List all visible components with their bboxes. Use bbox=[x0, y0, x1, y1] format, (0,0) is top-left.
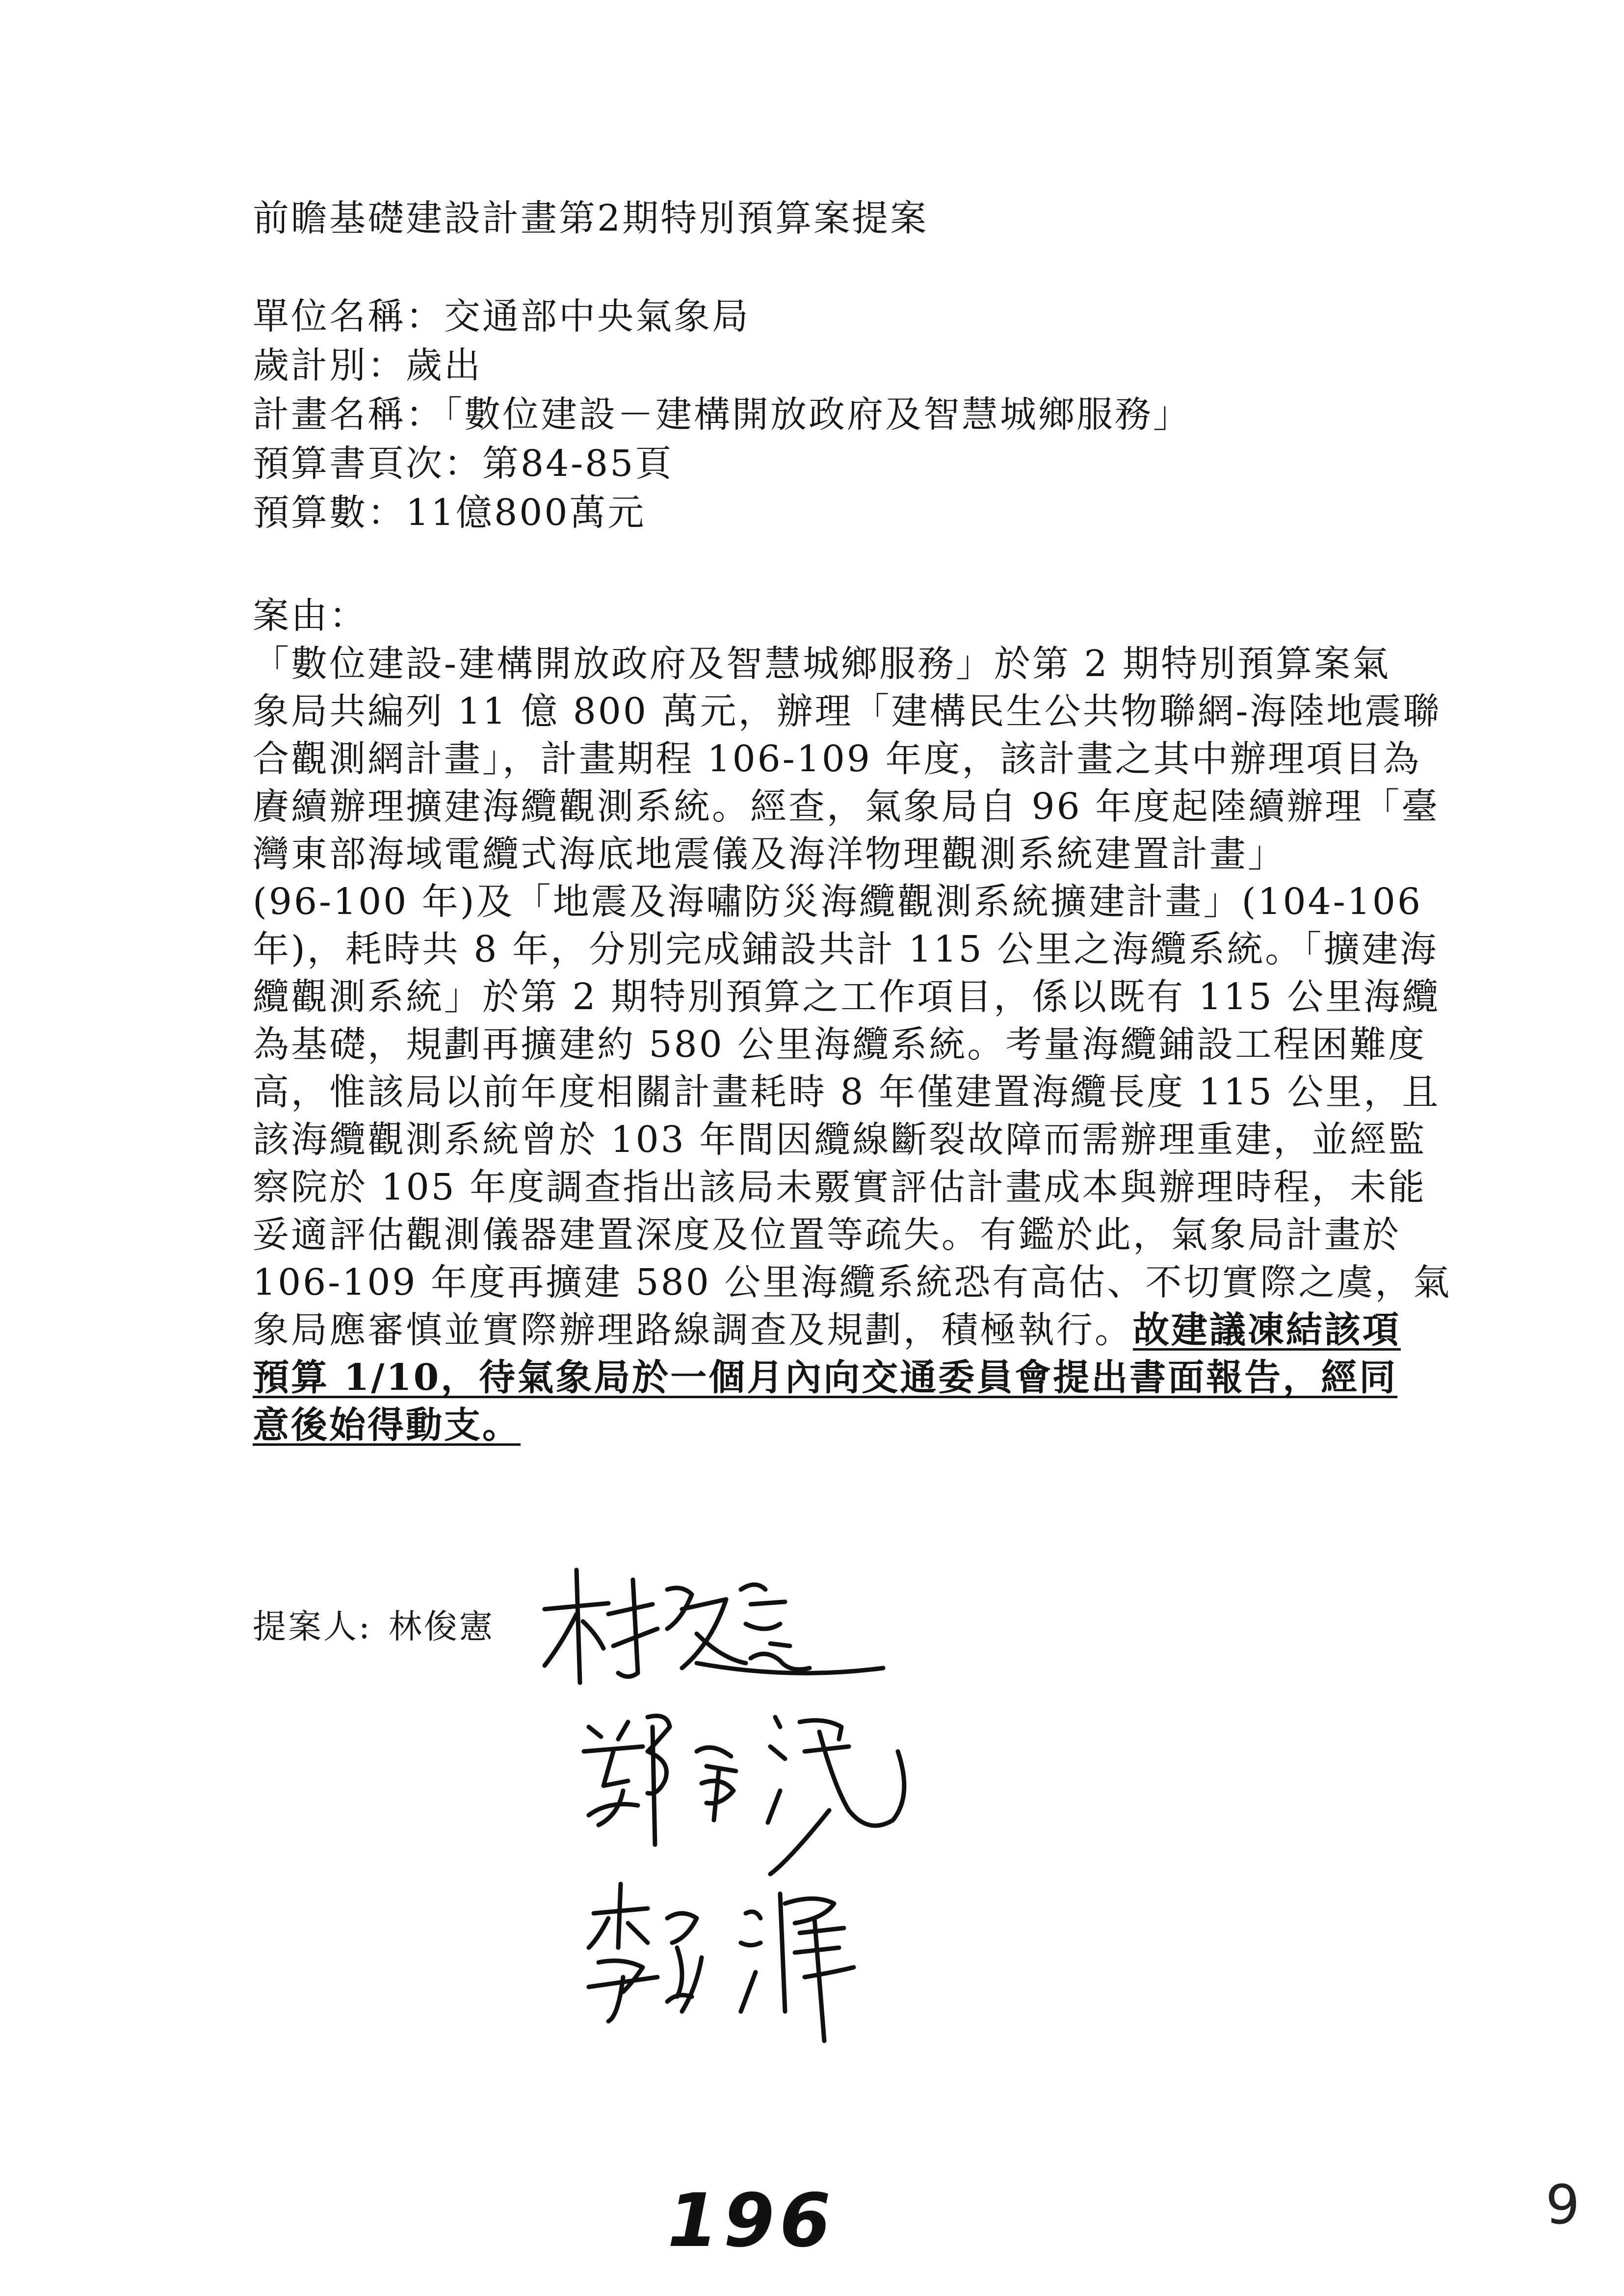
reason-label: 案由： bbox=[253, 595, 367, 637]
body-line: 合觀測網計畫」，計畫期程 106-109 年度，該計畫之其中辦理項目為 bbox=[253, 738, 1421, 780]
corner-page-number: 9 bbox=[1545, 2173, 1580, 2236]
proposer-label: 提案人: bbox=[253, 1608, 372, 1646]
bold-recommendation-start: 故建議凍結該項 bbox=[1133, 1309, 1401, 1351]
body-line: 該海纜觀測系統曾於 103 年間因纜線斷裂故障而需辦理重建，並經監 bbox=[253, 1119, 1427, 1161]
body-line: (96-100 年)及「地震及海嘯防災海纜觀測系統擴建計畫」(104-106 bbox=[253, 881, 1423, 923]
document-title: 前瞻基礎建設計畫第2期特別預算案提案 bbox=[253, 197, 929, 239]
body-line: 纜觀測系統」於第 2 期特別預算之工作項目，係以既有 115 公里海纜 bbox=[253, 976, 1441, 1018]
body-line: 象局共編列 11 億 800 萬元，辦理「建構民生公共物聯網-海陸地震聯 bbox=[253, 690, 1441, 732]
handwritten-page-number: 196 bbox=[667, 2178, 836, 2264]
meta-plan-name: 計畫名稱：「數位建設－建構開放政府及智慧城鄉服務」 bbox=[253, 393, 1191, 436]
bold-recommendation: 預算 1/10，待氣象局於一個月內向交通委員會提出書面報告，經同 bbox=[253, 1357, 1398, 1399]
body-line: 106-109 年度再擴建 580 公里海纜系統恐有高估、不切實際之虞，氣 bbox=[253, 1261, 1452, 1304]
meta-budget-type: 歲計別：歲出 bbox=[253, 344, 482, 387]
body-line: 年)，耗時共 8 年，分別完成鋪設共計 115 公里之海纜系統。「擴建海 bbox=[253, 928, 1439, 970]
bold-line bbox=[253, 1402, 1451, 1449]
signature-2 bbox=[574, 1697, 927, 1884]
body-line: 高，惟該局以前年度相關計畫耗時 8 年僅建置海纜長度 115 公里，且 bbox=[253, 1071, 1441, 1113]
signature-3 bbox=[579, 1874, 932, 2061]
reason-body bbox=[253, 640, 1451, 1449]
body-line: 「數位建設-建構開放政府及智慧城鄉服務」於第 2 期特別預算案氣 bbox=[253, 643, 1391, 685]
signature-1 bbox=[535, 1560, 888, 1702]
proposer bbox=[253, 1605, 495, 1649]
body-line: 察院於 105 年度調查指出該局未覈實評估計畫成本與辦理時程，未能 bbox=[253, 1166, 1427, 1208]
body-line: 妥適評估觀測儀器建置深度及位置等疏失。有鑑於此，氣象局計畫於 bbox=[253, 1214, 1401, 1256]
bold-recommendation-end: 意後始得動支。 bbox=[253, 1404, 521, 1446]
body-line: 灣東部海域電纜式海底地震儀及海洋物理觀測系統建置計畫」 bbox=[253, 833, 1286, 875]
meta-unit-name: 單位名稱：交通部中央氣象局 bbox=[253, 295, 750, 338]
body-line: 為基礎，規劃再擴建約 580 公里海纜系統。考量海纜鋪設工程困難度 bbox=[253, 1023, 1427, 1066]
bold-line bbox=[253, 1354, 1451, 1402]
body-line bbox=[253, 1306, 1451, 1354]
proposer-name: 林俊憲 bbox=[388, 1608, 495, 1646]
meta-budget-pages: 預算書頁次：第84-85頁 bbox=[253, 443, 674, 485]
meta-budget-amount: 預算數：11億800萬元 bbox=[253, 492, 646, 534]
body-line-text: 象局應審慎並實際辦理路線調查及規劃，積極執行。 bbox=[253, 1309, 1133, 1351]
document-meta bbox=[253, 292, 1191, 537]
body-line: 賡續辦理擴建海纜觀測系統。經查，氣象局自 96 年度起陸續辦理「臺 bbox=[253, 785, 1440, 828]
